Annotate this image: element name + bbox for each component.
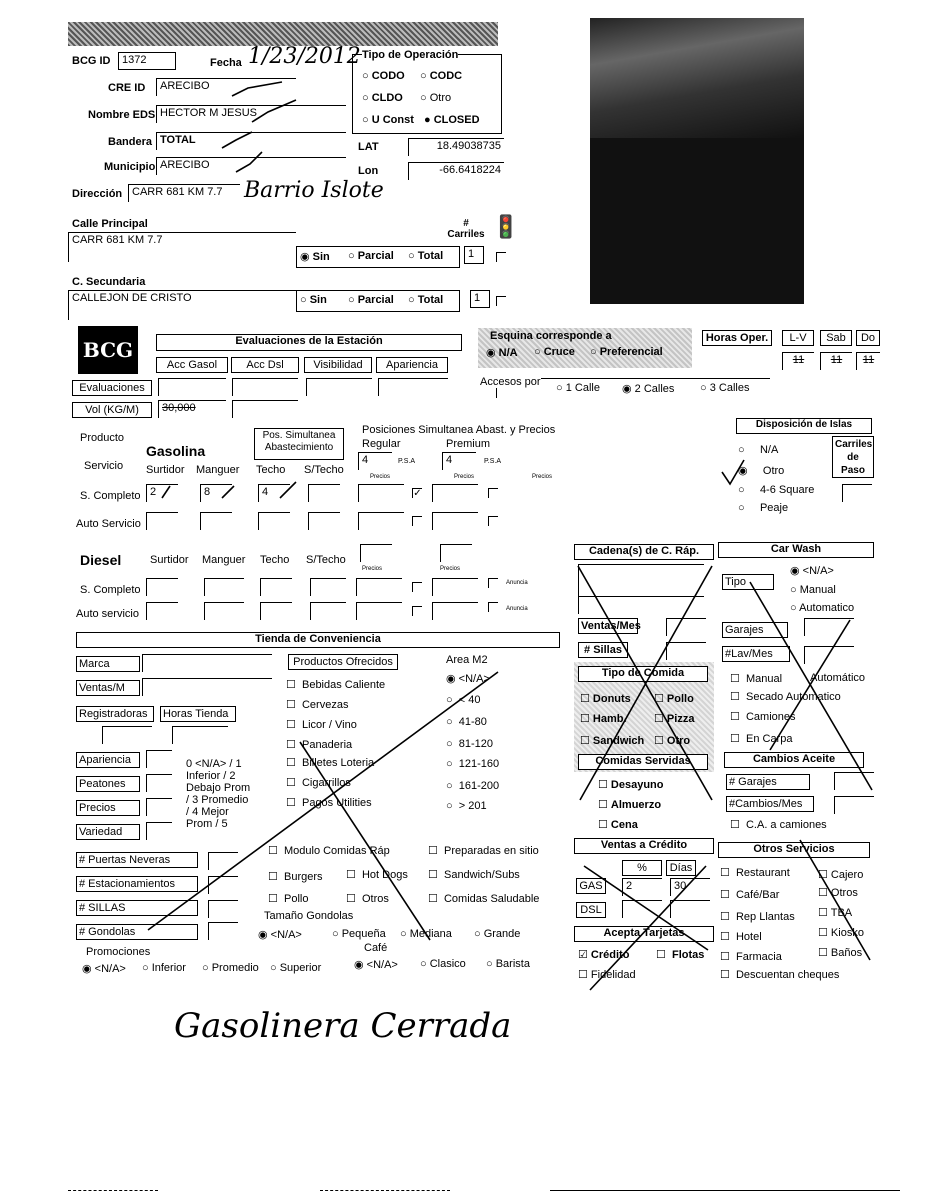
carwash-na-radio[interactable]: ◉ <N/A> <box>790 565 834 577</box>
prod-cigarrillos-check[interactable]: ☐ Cigarrillos <box>286 777 351 789</box>
bcg-id-label: BCG ID <box>72 55 111 67</box>
regular-field[interactable]: 4 <box>358 452 392 470</box>
bandera-field[interactable]: TOTAL <box>156 132 346 150</box>
otros-restaurant-check[interactable]: ☐ Restaurant <box>720 867 790 879</box>
dsl-credito-label: DSL <box>576 902 606 918</box>
evaluaciones-row-label: Evaluaciones <box>72 380 152 396</box>
otros-servicios-title: Otros Servicios <box>718 842 870 858</box>
municipio-label: Municipio <box>104 161 156 173</box>
check-mark-bandera <box>222 132 252 148</box>
carwash-camiones-check[interactable]: ☐ Camiones <box>730 711 796 723</box>
otros-kiosko-check[interactable]: ☐ Kiosko <box>818 927 864 939</box>
horas-sab-field[interactable]: 11 <box>820 352 852 370</box>
otros-cajero-check[interactable]: ☐ Cajero <box>818 869 864 881</box>
prod-licor-check[interactable]: ☐ Licor / Vino <box>286 719 357 731</box>
esquina-label: Esquina corresponde a <box>490 330 612 342</box>
gas-manguer-field[interactable]: 8 <box>200 484 232 502</box>
comida-pollo-check[interactable]: ☐ Pollo <box>654 693 694 705</box>
prod-cervezas-check[interactable]: ☐ Cervezas <box>286 699 349 711</box>
sandwich-check[interactable]: ☐ Sandwich/Subs <box>428 869 520 881</box>
gondolas-label: # Gondolas <box>76 924 198 940</box>
vol-field[interactable]: 30,000 <box>158 400 226 418</box>
modulo-check[interactable]: ☐ Modulo Comidas Ráp <box>268 845 390 857</box>
peatones-label: Peatones <box>76 776 140 792</box>
comida-hamb-check[interactable]: ☐ Hamb. <box>580 713 627 725</box>
saludable-check[interactable]: ☐ Comidas Saludable <box>428 893 540 905</box>
aceite-garajes-label: # Garajes <box>726 774 810 790</box>
secundaria-sin-radio[interactable]: ○ Sin <box>300 294 327 306</box>
comidas-servidas-title: Comidas Servidas <box>578 754 708 770</box>
tamano-mediana-radio[interactable]: ○ Mediana <box>400 928 452 940</box>
cafe-barista-radio[interactable]: ○ Barista <box>486 958 530 970</box>
esquina-preferencial-radio[interactable]: ○ Preferencial <box>590 346 663 358</box>
area-160-radio[interactable]: ○ 121-160 <box>446 758 500 770</box>
scale-4: / 4 Mejor <box>186 806 229 818</box>
nombre-eds-field[interactable]: HECTOR M JESUS <box>156 105 346 123</box>
lat-field[interactable]: 18.49038735 <box>408 138 504 156</box>
otros-cafebar-check[interactable]: ☐ Café/Bar <box>720 889 780 901</box>
calle-secundaria-value: CALLEJON DE CRISTO <box>72 292 192 304</box>
horas-do-header: Do <box>856 330 880 346</box>
precios-label-1: Precios <box>370 474 391 480</box>
horas-lv-field[interactable]: 11 <box>782 352 814 370</box>
nombre-eds-label: Nombre EDS <box>88 109 156 121</box>
hotdogs-check[interactable]: ☐ Hot Dogs <box>346 869 408 881</box>
visibilidad-header: Visibilidad <box>304 357 372 373</box>
diesel-label: Diesel <box>80 552 122 568</box>
horas-oper-label: Horas Oper. <box>702 330 772 346</box>
calle-principal-label: Calle Principal <box>72 218 148 230</box>
strike-otros <box>800 840 870 960</box>
scale-1: Inferior / 2 <box>186 770 236 782</box>
bandera-label: Bandera <box>108 136 153 148</box>
pos-simultanea-text: Pos. Simultanea Abastecimiento <box>262 430 336 453</box>
prod-utilities-check[interactable]: ☐ Pagos Utilities <box>286 797 372 809</box>
comida-pizza-check[interactable]: ☐ Pizza <box>654 713 695 725</box>
carwash-automatico-text: Automático <box>810 672 866 684</box>
regular-label: Regular <box>362 438 401 450</box>
tamano-na-radio[interactable]: ◉ <N/A> <box>258 929 302 941</box>
stecho-header: S/Techo <box>304 464 344 476</box>
premium-psa: P.S.A <box>484 458 501 465</box>
precios-label-2: Precios <box>454 474 475 480</box>
principal-parcial-radio[interactable]: ○ Parcial <box>348 250 394 262</box>
ca-camiones-check[interactable]: ☐ C.A. a camiones <box>730 819 827 831</box>
cre-id-label: CRE ID <box>108 82 146 94</box>
area-80-radio[interactable]: ○ 41-80 <box>446 716 487 728</box>
scale-3: / 3 Promedio <box>186 794 249 806</box>
comida-sandwich-check[interactable]: ☐ Sandwich <box>580 735 645 747</box>
diesel-precios-1: Precios <box>362 566 383 572</box>
accesos-1calle-radio[interactable]: ○ 1 Calle <box>556 382 600 394</box>
tarjeta-credito-check[interactable]: ☑ Crédito <box>578 949 630 961</box>
tipo-car-wash-label: Tipo <box>722 574 774 590</box>
acc-dsl-header: Acc Dsl <box>231 357 299 373</box>
tarjeta-fidelidad-check[interactable]: ☐ Fidelidad <box>578 969 636 981</box>
strike-productos <box>300 742 430 940</box>
productos-ofrecidos-label: Productos Ofrecidos <box>288 654 398 670</box>
direccion-field[interactable]: CARR 681 KM 7.7 <box>128 184 240 202</box>
calle-secundaria-label: C. Secundaria <box>72 276 146 288</box>
horas-lv-header: L-V <box>782 330 814 346</box>
credito-pct-header: % <box>622 860 662 876</box>
puertas-neveras-label: # Puertas Neveras <box>76 852 198 868</box>
disposicion-peaje-radio[interactable]: ○ Peaje <box>738 502 789 514</box>
cre-id-field[interactable]: ARECIBO <box>156 78 296 96</box>
carwash-manual-radio[interactable]: ○ Manual <box>790 584 836 596</box>
otros-farmacia-check[interactable]: ☐ Farmacia <box>720 951 782 963</box>
garajes-label: Garajes <box>722 622 788 638</box>
carwash-manual-check[interactable]: ☐ Manual <box>730 673 783 685</box>
check-gas-surtidor <box>162 486 170 498</box>
bcg-logo-text: BCG <box>82 338 134 362</box>
check-mark-cre <box>232 82 282 96</box>
apariencia-header: Apariencia <box>376 357 448 373</box>
bcg-id-field[interactable]: 1372 <box>118 52 176 70</box>
estacionamientos-label: # Estacionamientos <box>76 876 198 892</box>
check-mark-nombre <box>252 100 296 122</box>
premium-label: Premium <box>446 438 491 450</box>
tipo-comida-title: Tipo de Comida <box>578 666 708 682</box>
check-gas-manguer <box>222 486 234 498</box>
area-120-radio[interactable]: ○ 81-120 <box>446 738 494 750</box>
tarjeta-flotas-check[interactable]: ☐ Flotas <box>656 949 705 961</box>
diesel-s-completo-label: S. Completo <box>80 584 141 596</box>
precios-label-3: Precios <box>532 474 553 480</box>
strike-credito-2 <box>590 866 706 990</box>
check-gas-techo <box>280 482 296 498</box>
variedad-label: Variedad <box>76 824 140 840</box>
diesel-surtidor-header: Surtidor <box>150 554 189 566</box>
otros-hotel-check[interactable]: ☐ Hotel <box>720 931 762 943</box>
ventas-credito-title: Ventas a Crédito <box>574 838 714 854</box>
diesel-auto-servicio-label: Auto servicio <box>76 608 139 620</box>
lav-mes-label: #Lav/Mes <box>722 646 790 662</box>
tamano-gondolas-label: Tamaño Gondolas <box>264 910 354 922</box>
tamano-grande-radio[interactable]: ○ Grande <box>474 928 521 940</box>
promo-na-radio[interactable]: ◉ <N/A> <box>82 963 126 975</box>
cafe-clasico-radio[interactable]: ○ Clasico <box>420 958 466 970</box>
sillas-tienda-label: # SILLAS <box>76 900 198 916</box>
otros-llantas-check[interactable]: ☐ Rep Llantas <box>720 911 795 923</box>
promociones-label: Promociones <box>86 946 151 958</box>
pollo-check[interactable]: ☐ Pollo <box>268 893 309 905</box>
premium-field[interactable]: 4 <box>442 452 476 470</box>
accesos-label: Accesos por <box>480 376 541 388</box>
scale-2: Debajo Prom <box>186 782 251 794</box>
promo-promedio-radio[interactable]: ○ Promedio <box>202 962 259 974</box>
disposicion-otro-radio[interactable]: ◉ Otro <box>738 465 785 477</box>
disposicion-title: Disposición de Islas <box>736 418 872 434</box>
tarjetas-title: Acepta Tarjetas <box>574 926 714 942</box>
principal-count-field[interactable]: 1 <box>464 246 484 264</box>
accesos-3calles-radio[interactable]: ○ 3 Calles <box>700 382 750 394</box>
area-40-radio[interactable]: ○ < 40 <box>446 694 481 706</box>
otros-otros-check[interactable]: ☐ Otros <box>818 887 858 899</box>
preparadas-check[interactable]: ☐ Preparadas en sitio <box>428 845 539 857</box>
carwash-secado-check[interactable]: ☐ Secado Automatico <box>730 691 841 703</box>
calle-principal-value: CARR 681 KM 7.7 <box>72 234 163 246</box>
lon-field[interactable]: -66.6418224 <box>408 162 504 180</box>
servida-cena-check[interactable]: ☐ Cena <box>598 819 638 831</box>
tipo-uconst-radio[interactable]: ○ U Const <box>362 114 414 126</box>
disposicion-na-radio[interactable]: ○ N/A <box>738 444 779 456</box>
esquina-cruce-radio[interactable]: ○ Cruce <box>534 346 575 358</box>
area-200-radio[interactable]: ○ 161-200 <box>446 780 500 792</box>
fecha-label: Fecha <box>210 57 242 69</box>
diesel-stecho-header: S/Techo <box>306 554 346 566</box>
diesel-techo-header: Techo <box>260 554 290 566</box>
diesel-precios-2: Precios <box>440 566 461 572</box>
gasolina-label: Gasolina <box>146 443 206 459</box>
disposicion-square-radio[interactable]: ○ 4-6 Square <box>738 484 815 496</box>
servida-desayuno-check[interactable]: ☐ Desayuno <box>598 779 664 791</box>
principal-total-radio[interactable]: ○ Total <box>408 250 444 262</box>
prod-panaderia-check[interactable]: ☐ Panaderia <box>286 739 353 751</box>
secundaria-count-field[interactable]: 1 <box>470 290 490 308</box>
municipio-field[interactable]: ARECIBO <box>156 157 346 175</box>
strike-credito-1 <box>584 866 708 950</box>
otros-tba-check[interactable]: ☐ TBA <box>818 907 853 919</box>
gas-s-completo-label: S. Completo <box>80 490 141 502</box>
ventas-mes-label: Ventas/Mes <box>578 618 638 634</box>
esquina-na-radio[interactable]: ◉ N/A <box>486 347 518 359</box>
tipo-otro-radio[interactable]: ○ Otro <box>420 92 452 104</box>
direccion-label: Dirección <box>72 188 123 200</box>
gas-credito-pct-field[interactable]: 2 <box>622 878 662 896</box>
tamano-pequena-radio[interactable]: ○ Pequeña <box>332 928 386 940</box>
precios-tienda-label: Precios <box>76 800 140 816</box>
producto-label: Producto <box>80 432 125 444</box>
manguer-header: Manguer <box>196 464 240 476</box>
otros-cheques-check[interactable]: ☐ Descuentan cheques <box>720 969 840 981</box>
promo-superior-radio[interactable]: ○ Superior <box>270 962 322 974</box>
credito-dias-header: Días <box>666 860 696 876</box>
gas-credito-label: GAS <box>576 878 606 894</box>
marca-label: Marca <box>76 656 140 672</box>
prod-bebidas-check[interactable]: ☐ Bebidas Caliente <box>286 679 386 691</box>
carriles-label: # Carriles <box>447 218 485 240</box>
tipo-codo-radio[interactable]: ○ CODO <box>362 70 405 82</box>
registradoras-label: Registradoras <box>76 706 154 722</box>
gas-auto-servicio-label: Auto Servicio <box>76 518 141 530</box>
cafe-na-radio[interactable]: ◉ <N/A> <box>354 959 398 971</box>
scale-5: Prom / 5 <box>186 818 228 830</box>
horas-tienda-label: Horas Tienda <box>160 706 236 722</box>
gas-surtidor-field[interactable]: 2 <box>146 484 178 502</box>
lon-label: Lon <box>358 165 379 177</box>
fecha-handwritten: 1/23/2012 <box>248 44 361 69</box>
comida-otro-check[interactable]: ☐ Otro <box>654 735 691 747</box>
evaluaciones-title: Evaluaciones de la Estación <box>156 334 462 351</box>
ventas-tienda-label: Ventas/M <box>76 680 140 696</box>
cadena-title: Cadena(s) de C. Ráp. <box>574 544 714 560</box>
tipo-cldo-radio[interactable]: ○ CLDO <box>362 92 403 104</box>
check-disposicion-otro <box>722 460 744 484</box>
area-201-radio[interactable]: ○ > 201 <box>446 800 487 812</box>
servicio-label: Servicio <box>84 460 124 472</box>
anuncia-label-2: Anuncia <box>506 606 528 612</box>
lat-label: LAT <box>358 141 379 153</box>
carwash-carpa-check[interactable]: ☐ En Carpa <box>730 733 793 745</box>
horas-sab-header: Sab <box>820 330 852 346</box>
carriles-paso-text: Carriles de Paso <box>835 439 873 476</box>
strike-carwash <box>750 582 872 790</box>
techo-header: Techo <box>256 464 286 476</box>
anuncia-label-1: Anuncia <box>506 580 528 586</box>
cambios-aceite-title: Cambios Aceite <box>724 752 864 768</box>
tipo-closed-radio[interactable]: ● CLOSED <box>424 114 480 126</box>
comida-donuts-check[interactable]: ☐ Donuts <box>580 693 631 705</box>
area-na-radio[interactable]: ◉ <N/A> <box>446 673 490 685</box>
pos-simultanea-precios-label: Posiciones Simultanea Abast. y Precios <box>362 424 556 436</box>
principal-sin-radio[interactable]: ◉ Sin <box>300 251 330 263</box>
diesel-manguer-header: Manguer <box>202 554 246 566</box>
vol-label: Vol (KG/M) <box>72 402 152 418</box>
sillas-cadena-label: # Sillas <box>578 642 628 658</box>
tipo-codc-radio[interactable]: ○ CODC <box>420 70 463 82</box>
surtidor-header: Surtidor <box>146 464 185 476</box>
gas-reg-checkbox[interactable]: ✓ <box>413 488 422 499</box>
otros-banos-check[interactable]: ☐ Baños <box>818 947 863 959</box>
apariencia-tienda-label: Apariencia <box>76 752 140 768</box>
scale-0: 0 <N/A> / 1 <box>186 758 242 770</box>
otros-comida-check[interactable]: ☐ Otros <box>346 893 389 905</box>
tienda-title: Tienda de Conveniencia <box>76 632 560 648</box>
gas-techo-field[interactable]: 4 <box>258 484 290 502</box>
accesos-2calles-radio[interactable]: ◉ 2 Calles <box>622 383 675 395</box>
servida-almuerzo-check[interactable]: ☐ Almuerzo <box>598 799 662 811</box>
promo-inferior-radio[interactable]: ○ Inferior <box>142 962 186 974</box>
acc-gasol-header: Acc Gasol <box>156 357 228 373</box>
burgers-check[interactable]: ☐ Burgers <box>268 871 323 883</box>
footer-handwritten: Gasolinera Cerrada <box>174 1006 512 1046</box>
direccion-handwritten: Barrio Islote <box>244 178 384 203</box>
car-wash-title: Car Wash <box>718 542 874 558</box>
regular-psa: P.S.A <box>398 458 415 465</box>
strike-tienda <box>148 672 498 930</box>
secundaria-parcial-radio[interactable]: ○ Parcial <box>348 294 394 306</box>
prod-loteria-check[interactable]: ☐ Billetes Loteria <box>286 757 375 769</box>
cambios-mes-label: #Cambios/Mes <box>726 796 814 812</box>
gas-credito-dias-field[interactable]: 30 <box>670 878 710 896</box>
area-m2-label: Area M2 <box>446 654 488 666</box>
horas-do-field[interactable]: 11 <box>856 352 880 370</box>
secundaria-total-radio[interactable]: ○ Total <box>408 294 444 306</box>
traffic-light-icon: 🚦 <box>492 214 520 239</box>
tipo-operacion-label: Tipo de Operación <box>362 49 459 61</box>
check-mark-municipio <box>236 152 262 172</box>
cafe-label: Café <box>364 942 388 954</box>
carwash-automatico-radio[interactable]: ○ Automatico <box>790 602 855 614</box>
